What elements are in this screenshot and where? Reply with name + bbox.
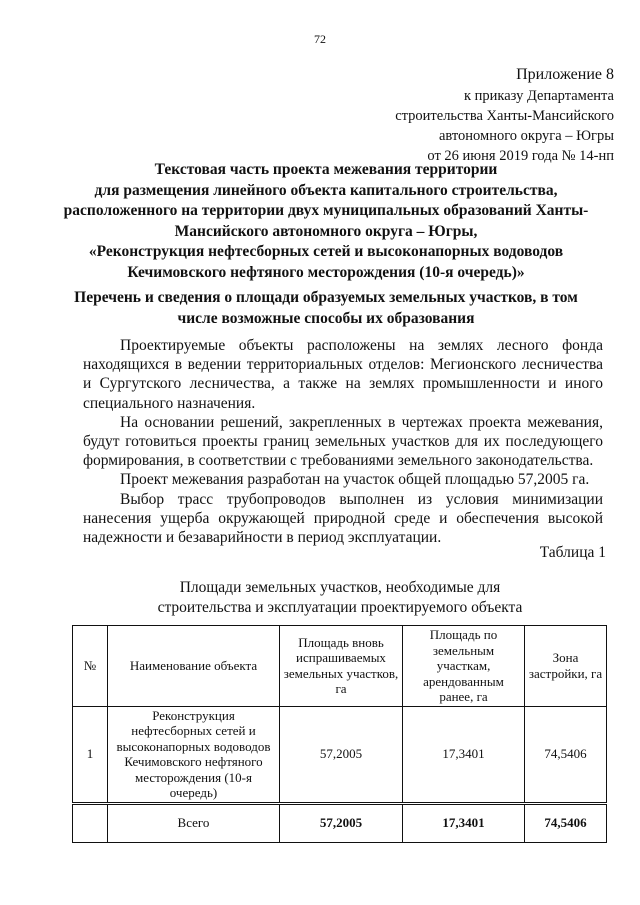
cell-zone: 74,5406	[525, 706, 607, 803]
cell-total-label: Всего	[108, 803, 280, 842]
body-text	[83, 336, 603, 547]
appendix-line: автономного округа – Югры	[438, 128, 614, 144]
paragraph: Проект межевания разработан на участок общей площадью 57,2005 га.	[120, 471, 590, 489]
cell-total-zone: 74,5406	[525, 803, 607, 842]
table-row	[73, 706, 607, 803]
document-title-line: Мансийского автономного округа – Югры,	[174, 222, 478, 240]
cell-total-empty	[73, 803, 108, 842]
cell-new-area: 57,2005	[280, 706, 403, 803]
table-caption-line: Площади земельных участков, необходимые для	[179, 579, 501, 596]
section-title-line: числе возможные способы их образования	[177, 309, 475, 327]
appendix-line: к приказу Департамента	[463, 88, 614, 104]
table-caption-line: строительства и эксплуатации проектируемого объекта	[157, 598, 523, 616]
table-label: Таблица 1	[539, 544, 606, 561]
header-name: Наименование объекта	[108, 626, 280, 707]
appendix-line: от 26 июня 2019 года № 14-нп	[427, 148, 614, 164]
header-leased-area: Площадь по земельным участкам, арендованным ранее, га	[403, 626, 525, 707]
document-title	[40, 160, 612, 283]
cell-leased-area: 17,3401	[403, 706, 525, 803]
document-title-line: Кечимовского нефтяного месторождения (10-я очередь)»	[127, 263, 525, 281]
table-total-row	[73, 803, 607, 842]
section-title	[40, 288, 612, 329]
table-caption	[40, 578, 640, 617]
document-title-line: «Реконструкция нефтесборных сетей и высоконапорных водоводов	[88, 243, 564, 260]
cell-num: 1	[73, 706, 108, 803]
header-new-area: Площадь вновь испрашиваемых земельных участков, га	[280, 626, 403, 707]
appendix-line: строительства Ханты-Мансийского	[395, 108, 614, 124]
document-title-line: расположенного на территории двух муниципальных образований Ханты-	[63, 202, 589, 219]
cell-total-new-area: 57,2005	[280, 803, 403, 842]
document-title-line: Текстовая часть проекта межевания территории	[154, 161, 498, 178]
header-num: №	[73, 626, 108, 707]
land-area-table	[72, 625, 607, 843]
paragraph: Выбор трасс трубопроводов выполнен из условия минимизации нанесения ущерба окружающей природной среде и обеспечения высокой надежности и безаварийности в период эксплуатации.	[83, 490, 603, 547]
cell-total-leased-area: 17,3401	[403, 803, 525, 842]
table-header-row	[73, 626, 607, 707]
paragraph: Проектируемые объекты расположены на землях лесного фонда находящихся в ведении территориальных отделов: Мегионского лесничества и Сургутского лесничества, а также на землях промышленности и иного специального назначения.	[83, 337, 603, 412]
page-number: 72	[314, 32, 326, 46]
appendix-title: Приложение 8	[516, 66, 614, 83]
document-title-line: для размещения линейного объекта капитального строительства,	[94, 181, 558, 199]
appendix-block	[395, 64, 614, 166]
header-zone: Зона застройки, га	[525, 626, 607, 707]
section-title-line: Перечень и сведения о площади образуемых земельных участков, в том	[74, 289, 578, 306]
cell-name: Реконструкция нефтесборных сетей и высоконапорных водоводов Кечимовского нефтяного месторождения (10-я очередь)	[108, 706, 280, 803]
paragraph: На основании решений, закрепленных в чертежах проекта межевания, будут готовиться проекты границ земельных участков для их последующего формирования, в соответствии с требованиями земельного законодательства.	[83, 413, 603, 470]
